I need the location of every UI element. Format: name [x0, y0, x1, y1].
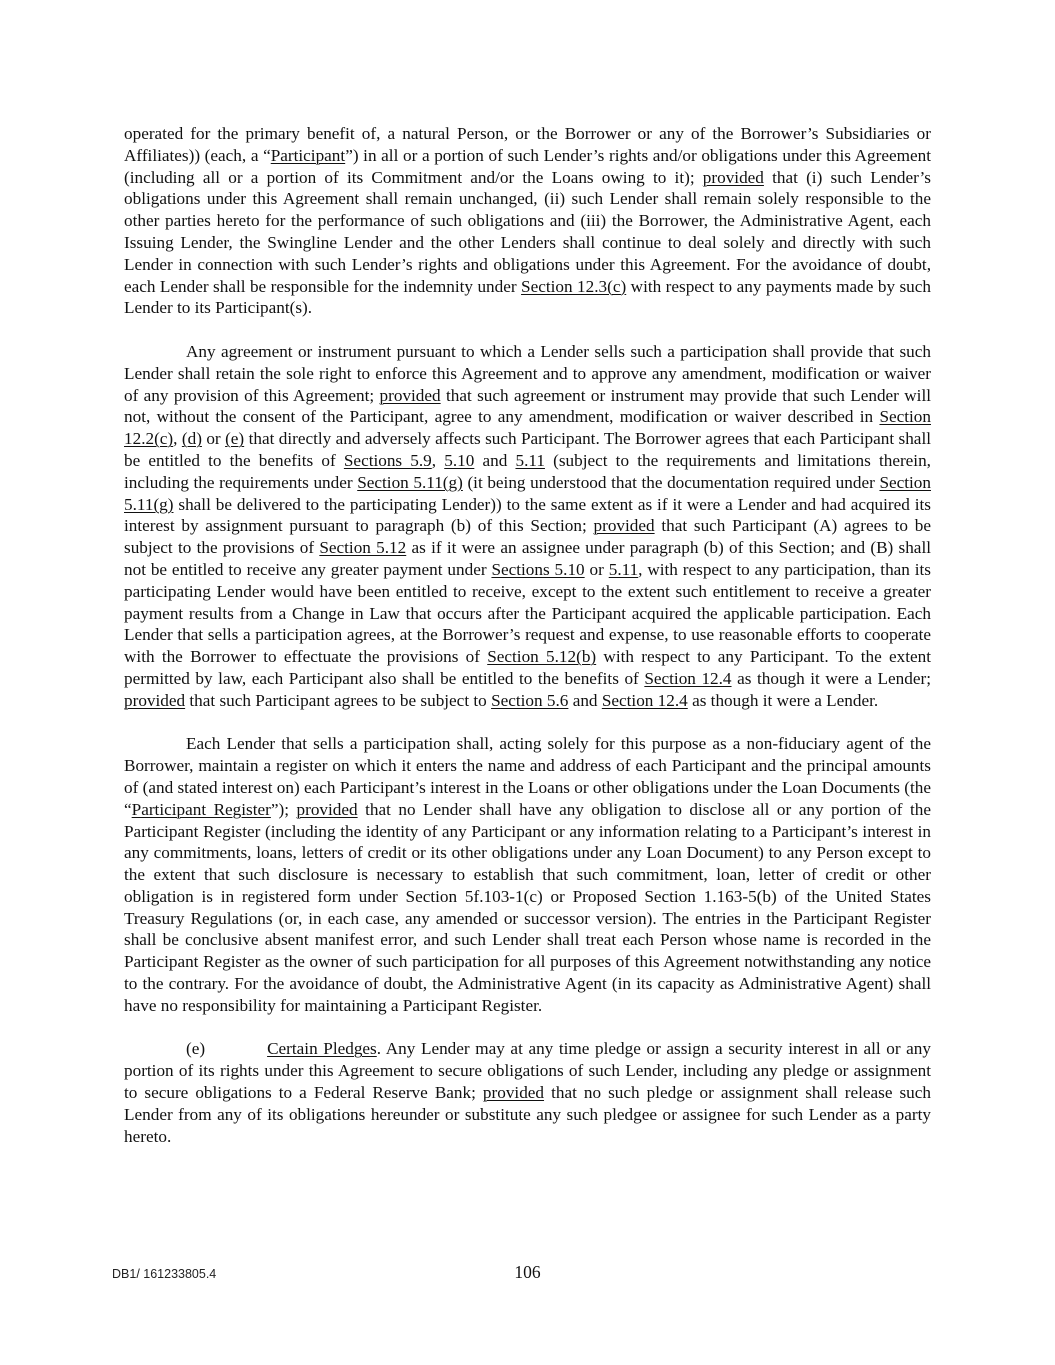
- section-reference: Section 12.4: [601, 690, 688, 710]
- section-reference: Section 5.6: [491, 690, 569, 710]
- page-number: 106: [514, 1262, 541, 1282]
- section-reference: 5.10: [444, 450, 475, 470]
- clause-heading: Certain Pledges: [267, 1039, 377, 1059]
- section-reference: (d): [181, 429, 202, 449]
- section-reference: Section 12.2(c): [124, 407, 931, 449]
- section-reference: (e): [225, 429, 245, 449]
- section-reference: Section 12.4: [644, 668, 732, 688]
- section-reference: Section 12.3(c): [521, 276, 627, 296]
- provided-term: provided: [593, 516, 655, 536]
- provided-term: provided: [296, 799, 358, 819]
- paragraph-participant-definition: operated for the primary benefit of, a natural Person, or the Borrower or any of the Borrower’s Subsidiaries or Affiliates)) (each, a “Participant”) in all or a portion of such Lender’s rights and/or obligations under this Agreement (including all or a portion of its Commitment and/or the Loans owing to it); provided that (i) such Lender’s obligations under this Agreement shall remain unchanged, (ii) such Lender shall remain solely responsible to the other parties hereto for the performance of such obligations and (iii) the Borrower, the Administrative Agent, each Issuing Lender, the Swingline Lender and the other Lenders shall continue to deal solely and directly with such Lender in connection with such Lender’s rights and obligations under this Agreement. For the avoidance of doubt, each Lender shall be responsible for the indemnity under Section 12.3(c) with respect to any payments made by such Lender to its Participant(s).: [124, 124, 931, 318]
- paragraph-certain-pledges: (e) Certain Pledges. Any Lender may at any time pledge or assign a security interest in all or any portion of its rights under this Agreement to secure obligations of such Lender, including any pledge or assignment to secure obligations to a Federal Reserve Bank; provided that no such pledge or assignment shall release such Lender from any of its obligations hereunder or substitute any such pledgee or assignee for such Lender as a party hereto.: [124, 1039, 931, 1146]
- document-body: [124, 123, 931, 1169]
- clause-label: (e): [186, 1039, 206, 1059]
- section-reference: 5.11: [608, 559, 639, 579]
- section-reference: Section 5.11(g): [124, 472, 931, 514]
- defined-term-participant-register: Participant Register: [131, 799, 271, 819]
- section-reference: Sections 5.10: [491, 559, 585, 579]
- section-reference: 5.11: [515, 450, 545, 470]
- section-reference: Section 5.12(b): [487, 647, 597, 667]
- paragraph-participation-rights: Any agreement or instrument pursuant to which a Lender sells such a participation shall provide that such Lender shall retain the sole right to enforce this Agreement and to approve any amendment, modification or waiver of any provision of this Agreement; provided that such agreement or instrument may provide that such Lender will not, without the consent of the Participant, agree to any amendment, modification or waiver described in Section 12.2(c), (d) or (e) that directly and adversely affects such Participant. The Borrower agrees that each Participant shall be entitled to the benefits of Sections 5.9, 5.10 and 5.11 (subject to the requirements and limitations therein, including the requirements under Section 5.11(g) (it being understood that the documentation required under Section 5.11(g) shall be delivered to the participating Lender)) to the same extent as if it were a Lender and had acquired its interest by assignment pursuant to paragraph (b) of this Section; provided that such Participant (A) agrees to be subject to the provisions of Section 5.12 as if it were an assignee under paragraph (b) of this Section; and (B) shall not be entitled to receive any greater payment under Sections 5.10 or 5.11, with respect to any participation, than its participating Lender would have been entitled to receive, except to the extent such entitlement to receive a greater payment results from a Change in Law that occurs after the Participant acquired the applicable participation. Each Lender that sells a participation agrees, at the Borrower’s request and expense, to use reasonable efforts to cooperate with the Borrower to effectuate the provisions of Section 5.12(b) with respect to any Participant. To the extent permitted by law, each Participant also shall be entitled to the benefits of Section 12.4 as though it were a Lender; provided that such Participant agrees to be subject to Section 5.6 and Section 12.4 as though it were a Lender.: [124, 341, 932, 710]
- section-reference: Sections 5.9: [343, 450, 432, 470]
- section-reference: Section 5.12: [319, 538, 407, 558]
- section-reference: Section 5.11(g): [357, 472, 463, 492]
- provided-term: provided: [124, 690, 186, 710]
- document-id: DB1/ 161233805.4: [112, 1267, 217, 1281]
- provided-term: provided: [702, 167, 764, 187]
- provided-term: provided: [482, 1083, 545, 1103]
- paragraph-participant-register: Each Lender that sells a participation shall, acting solely for this purpose as a non-fiduciary agent of the Borrower, maintain a register on which it enters the name and address of each Participant and the principal amounts of (and stated interest on) each Participant’s interest in the Loans or other obligations under the Loan Documents (the “Participant Register”); provided that no Lender shall have any obligation to disclose all or any portion of the Participant Register (including the identity of any Participant or any information relating to a Participant’s interest in any commitments, loans, letters of credit or its other obligations under any Loan Document) to any Person except to the extent that such disclosure is necessary to establish that such commitment, loan, letter of credit or other obligation is in registered form under Section 5f.103-1(c) or Proposed Section 1.163-5(b) of the United States Treasury Regulations (or, in each case, any amended or successor version). The entries in the Participant Register shall be conclusive absent manifest error, and such Lender shall treat each Person whose name is recorded in the Participant Register as the owner of such participation for all purposes of this Agreement notwithstanding any notice to the contrary. For the avoidance of doubt, the Administrative Agent (in its capacity as Administrative Agent) shall have no responsibility for maintaining a Participant Register.: [124, 734, 931, 1015]
- defined-term-participant: Participant: [270, 145, 346, 165]
- provided-term: provided: [379, 385, 441, 405]
